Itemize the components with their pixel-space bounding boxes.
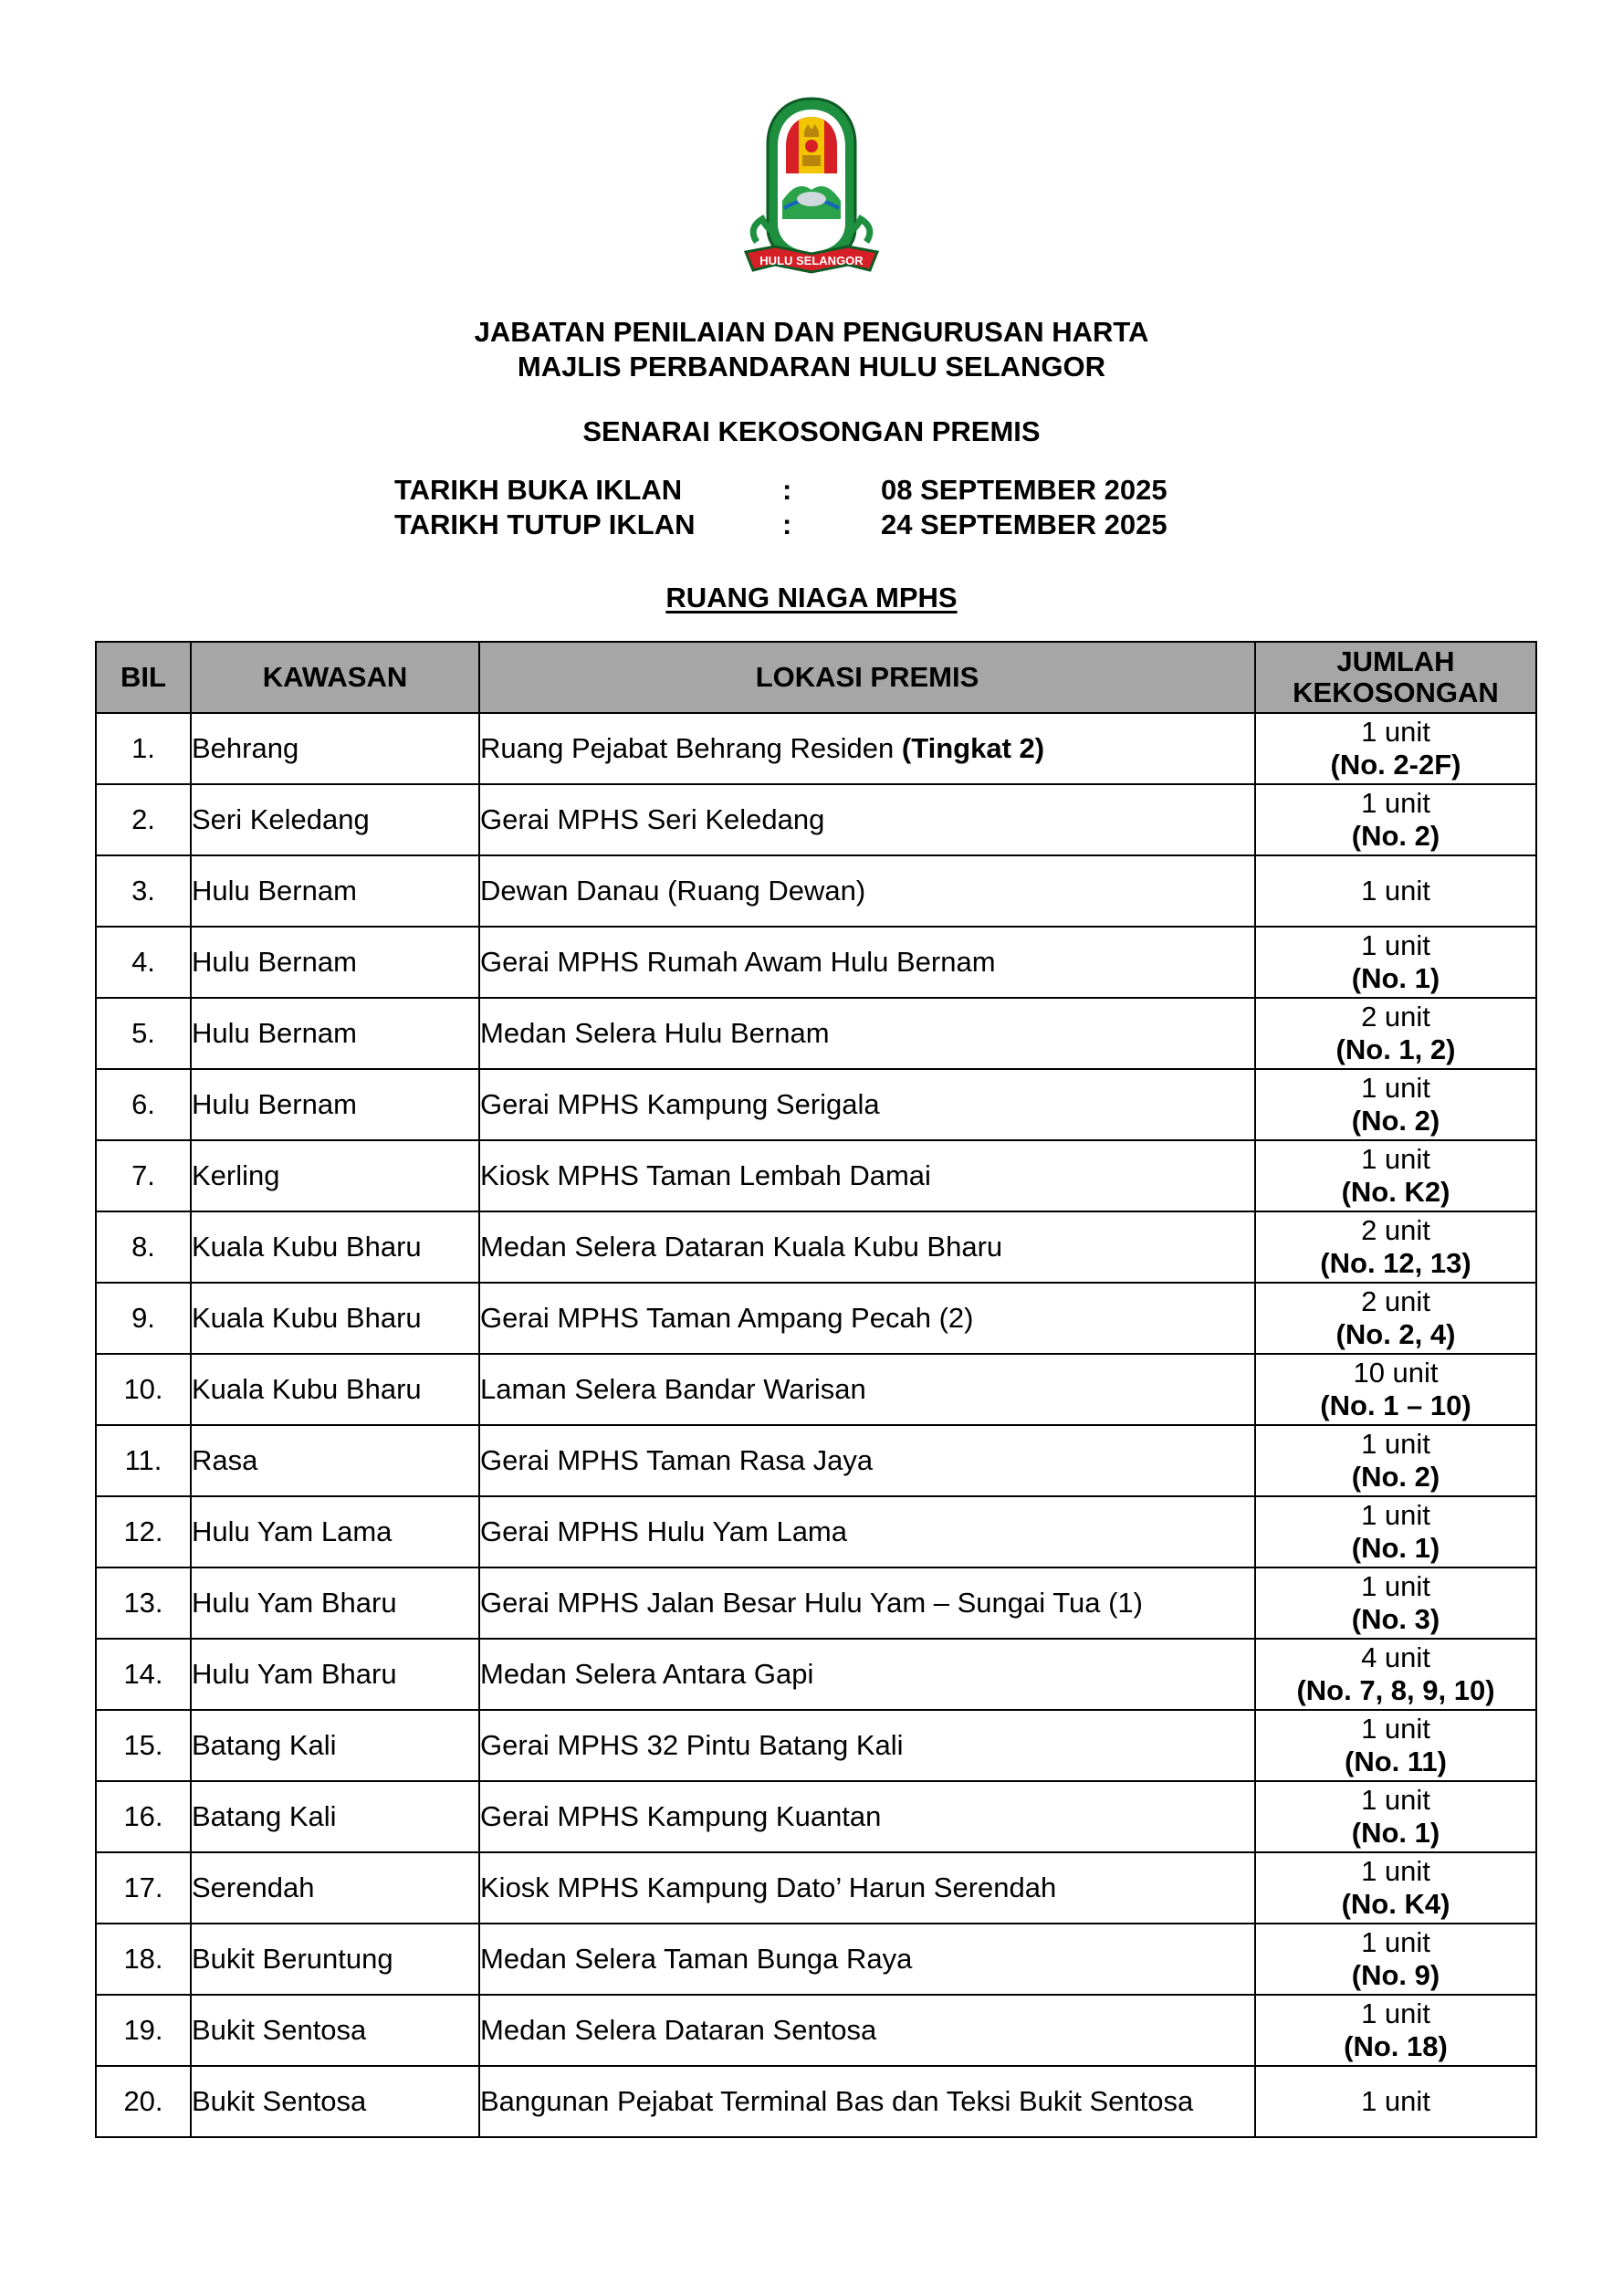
location-text: Gerai MPHS Jalan Besar Hulu Yam – Sungai Tua (1)	[480, 1587, 1143, 1619]
location-text: Gerai MPHS Rumah Awam Hulu Bernam	[480, 946, 996, 978]
cell-jumlah	[1255, 1354, 1536, 1425]
cell-bil: 12.	[96, 1496, 191, 1567]
location-text: Medan Selera Dataran Kuala Kubu Bharu	[480, 1231, 1003, 1263]
cell-jumlah	[1255, 998, 1536, 1069]
cell-jumlah	[1255, 1496, 1536, 1567]
cell-jumlah	[1255, 713, 1536, 784]
cell-kawasan: Kuala Kubu Bharu	[191, 1283, 479, 1354]
cell-jumlah	[1255, 1567, 1536, 1639]
cell-kawasan: Hulu Bernam	[191, 855, 479, 927]
cell-jumlah	[1255, 927, 1536, 998]
cell-kawasan: Behrang	[191, 713, 479, 784]
close-date-value: 24 SEPTEMBER 2025	[881, 508, 1168, 540]
vacancy-units: 1 unit	[1361, 1784, 1430, 1816]
cell-kawasan: Seri Keledang	[191, 784, 479, 855]
vacancy-numbers: (No. 11)	[1345, 1746, 1447, 1777]
location-text: Medan Selera Dataran Sentosa	[480, 2014, 877, 2046]
cell-lokasi	[479, 1069, 1255, 1140]
vacancy-units: 10 unit	[1353, 1357, 1439, 1389]
table-body	[96, 713, 1536, 2137]
vacancy-numbers: (No. K2)	[1341, 1176, 1450, 1208]
cell-jumlah	[1255, 1995, 1536, 2066]
document-subtitle: SENARAI KEKOSONGAN PREMIS	[582, 415, 1041, 447]
location-text: Gerai MPHS Hulu Yam Lama	[480, 1515, 848, 1547]
section-title	[0, 582, 1623, 614]
cell-bil: 11.	[96, 1425, 191, 1496]
cell-bil: 4.	[96, 927, 191, 998]
document-header	[0, 315, 1623, 384]
vacancy-units: 1 unit	[1361, 1926, 1430, 1958]
cell-lokasi	[479, 1283, 1255, 1354]
table-row	[96, 1069, 1536, 1140]
cell-bil: 13.	[96, 1567, 191, 1639]
vacancy-numbers: (No. 1)	[1351, 1817, 1440, 1849]
crest-emblem-icon	[720, 91, 903, 292]
vacancy-units: 1 unit	[1361, 875, 1430, 907]
cell-kawasan: Bukit Sentosa	[191, 1995, 479, 2066]
table-row	[96, 927, 1536, 998]
cell-lokasi	[479, 1354, 1255, 1425]
open-date-label: TARIKH BUKA IKLAN	[394, 474, 683, 506]
cell-lokasi	[479, 1211, 1255, 1283]
vacancy-numbers: (No. 1, 2)	[1335, 1033, 1456, 1065]
cell-kawasan: Hulu Yam Bharu	[191, 1639, 479, 1710]
cell-kawasan: Kuala Kubu Bharu	[191, 1211, 479, 1283]
cell-lokasi	[479, 1425, 1255, 1496]
cell-bil: 3.	[96, 855, 191, 927]
cell-jumlah	[1255, 1781, 1536, 1852]
table-row	[96, 1211, 1536, 1283]
cell-lokasi	[479, 1995, 1255, 2066]
location-text: Kiosk MPHS Kampung Dato’ Harun Serendah	[480, 1871, 1057, 1903]
vacancy-units: 1 unit	[1361, 929, 1430, 961]
cell-bil: 6.	[96, 1069, 191, 1140]
cell-bil: 7.	[96, 1140, 191, 1211]
location-floor: (Tingkat 2)	[901, 732, 1045, 764]
vacancy-units: 1 unit	[1361, 1499, 1430, 1531]
premises-table	[95, 641, 1537, 2138]
table-row	[96, 2066, 1536, 2137]
cell-kawasan: Kerling	[191, 1140, 479, 1211]
table-row	[96, 1567, 1536, 1639]
table-row	[96, 1496, 1536, 1567]
cell-bil: 19.	[96, 1995, 191, 2066]
table-row	[96, 1924, 1536, 1995]
header-council: MAJLIS PERBANDARAN HULU SELANGOR	[517, 351, 1106, 383]
vacancy-numbers: (No. 2)	[1351, 820, 1440, 852]
vacancy-units: 2 unit	[1361, 1001, 1430, 1033]
cell-lokasi	[479, 1639, 1255, 1710]
header-jumlah	[1255, 642, 1536, 713]
vacancy-numbers: (No. 1)	[1351, 1532, 1440, 1564]
cell-kawasan: Hulu Bernam	[191, 1069, 479, 1140]
location-text: Medan Selera Hulu Bernam	[480, 1017, 830, 1049]
vacancy-numbers: (No. 7, 8, 9, 10)	[1296, 1674, 1495, 1706]
cell-kawasan: Kuala Kubu Bharu	[191, 1354, 479, 1425]
close-date-row	[394, 508, 1168, 542]
location-text: Bangunan Pejabat Terminal Bas dan Teksi Bukit Sentosa	[480, 2085, 1194, 2117]
cell-kawasan: Serendah	[191, 1852, 479, 1924]
cell-jumlah	[1255, 784, 1536, 855]
cell-lokasi	[479, 1140, 1255, 1211]
close-date-separator: :	[782, 508, 792, 540]
location-text: Gerai MPHS Seri Keledang	[480, 803, 825, 835]
cell-jumlah	[1255, 1639, 1536, 1710]
table-row	[96, 1425, 1536, 1496]
cell-kawasan: Hulu Yam Lama	[191, 1496, 479, 1567]
cell-jumlah	[1255, 1140, 1536, 1211]
cell-jumlah	[1255, 855, 1536, 927]
cell-lokasi	[479, 1567, 1255, 1639]
header-jumlah-line2: KEKOSONGAN	[1293, 676, 1499, 708]
location-text: Laman Selera Bandar Warisan	[480, 1373, 866, 1405]
table-header-row	[96, 642, 1536, 713]
location-text: Gerai MPHS Taman Ampang Pecah (2)	[480, 1302, 974, 1334]
vacancy-units: 1 unit	[1361, 716, 1430, 748]
cell-lokasi	[479, 1924, 1255, 1995]
vacancy-numbers: (No. 2)	[1351, 1461, 1440, 1493]
table-row	[96, 713, 1536, 784]
cell-jumlah	[1255, 1069, 1536, 1140]
header-bil: BIL	[96, 642, 191, 713]
cell-bil: 10.	[96, 1354, 191, 1425]
vacancy-numbers: (No. 2)	[1351, 1105, 1440, 1137]
vacancy-units: 1 unit	[1361, 1072, 1430, 1104]
cell-lokasi	[479, 2066, 1255, 2137]
cell-jumlah	[1255, 1924, 1536, 1995]
table-row	[96, 998, 1536, 1069]
cell-lokasi	[479, 998, 1255, 1069]
cell-kawasan: Rasa	[191, 1425, 479, 1496]
cell-bil: 16.	[96, 1781, 191, 1852]
cell-bil: 2.	[96, 784, 191, 855]
section-title-text: RUANG NIAGA MPHS	[665, 582, 958, 613]
vacancy-units: 2 unit	[1361, 1214, 1430, 1246]
location-text: Kiosk MPHS Taman Lembah Damai	[480, 1159, 931, 1191]
cell-jumlah	[1255, 2066, 1536, 2137]
cell-jumlah	[1255, 1425, 1536, 1496]
table-row	[96, 1710, 1536, 1781]
cell-bil: 5.	[96, 998, 191, 1069]
header-lokasi: LOKASI PREMIS	[479, 642, 1255, 713]
cell-kawasan: Hulu Bernam	[191, 927, 479, 998]
vacancy-units: 1 unit	[1361, 1855, 1430, 1887]
cell-kawasan: Bukit Beruntung	[191, 1924, 479, 1995]
vacancy-numbers: (No. 12, 13)	[1320, 1247, 1471, 1279]
cell-lokasi	[479, 1781, 1255, 1852]
cell-bil: 15.	[96, 1710, 191, 1781]
vacancy-units: 1 unit	[1361, 1713, 1430, 1745]
vacancy-units: 2 unit	[1361, 1285, 1430, 1317]
close-date-label: TARIKH TUTUP IKLAN	[394, 508, 696, 540]
vacancy-units: 1 unit	[1361, 1997, 1430, 2029]
cell-bil: 14.	[96, 1639, 191, 1710]
vacancy-numbers: (No. K4)	[1341, 1888, 1450, 1920]
cell-lokasi	[479, 855, 1255, 927]
cell-lokasi	[479, 927, 1255, 998]
vacancy-units: 1 unit	[1361, 1570, 1430, 1602]
table-row	[96, 1995, 1536, 2066]
vacancy-units: 1 unit	[1361, 1428, 1430, 1460]
cell-bil: 17.	[96, 1852, 191, 1924]
location-text: Medan Selera Antara Gapi	[480, 1658, 814, 1690]
cell-kawasan: Batang Kali	[191, 1781, 479, 1852]
table-row	[96, 1283, 1536, 1354]
vacancy-numbers: (No. 2-2F)	[1330, 749, 1461, 781]
open-date-separator: :	[782, 474, 792, 506]
cell-jumlah	[1255, 1283, 1536, 1354]
cell-bil: 20.	[96, 2066, 191, 2137]
vacancy-numbers: (No. 1)	[1351, 962, 1440, 994]
mphs-crest-logo	[720, 91, 903, 292]
location-text: Gerai MPHS Kampung Kuantan	[480, 1800, 882, 1832]
vacancy-numbers: (No. 9)	[1351, 1959, 1440, 1991]
logo-ribbon-text: HULU SELANGOR	[759, 254, 864, 267]
cell-jumlah	[1255, 1852, 1536, 1924]
cell-bil: 8.	[96, 1211, 191, 1283]
table-row	[96, 1140, 1536, 1211]
vacancy-units: 4 unit	[1361, 1641, 1430, 1673]
header-jumlah-line1: JUMLAH	[1336, 645, 1455, 677]
cell-jumlah	[1255, 1710, 1536, 1781]
table-row	[96, 1639, 1536, 1710]
table-row	[96, 1852, 1536, 1924]
table-row	[96, 784, 1536, 855]
vacancy-numbers: (No. 3)	[1351, 1603, 1440, 1635]
location-text: Gerai MPHS 32 Pintu Batang Kali	[480, 1729, 904, 1761]
advert-dates	[394, 473, 1168, 542]
table-row	[96, 855, 1536, 927]
vacancy-numbers: (No. 18)	[1344, 2030, 1448, 2062]
cell-lokasi	[479, 1710, 1255, 1781]
location-text: Dewan Danau (Ruang Dewan)	[480, 875, 866, 907]
vacancy-units: 1 unit	[1361, 1143, 1430, 1175]
vacancy-numbers: (No. 1 – 10)	[1320, 1389, 1471, 1421]
open-date-row	[394, 473, 1168, 508]
cell-bil: 9.	[96, 1283, 191, 1354]
header-kawasan: KAWASAN	[191, 642, 479, 713]
table-row	[96, 1354, 1536, 1425]
table-row	[96, 1781, 1536, 1852]
cell-lokasi	[479, 1852, 1255, 1924]
cell-lokasi	[479, 713, 1255, 784]
vacancy-units: 1 unit	[1361, 787, 1430, 819]
cell-kawasan: Hulu Yam Bharu	[191, 1567, 479, 1639]
location-text: Gerai MPHS Taman Rasa Jaya	[480, 1444, 874, 1476]
location-text: Ruang Pejabat Behrang Residen	[480, 732, 895, 764]
cell-kawasan: Batang Kali	[191, 1710, 479, 1781]
header-department: JABATAN PENILAIAN DAN PENGURUSAN HARTA	[474, 316, 1149, 348]
cell-kawasan: Hulu Bernam	[191, 998, 479, 1069]
open-date-value: 08 SEPTEMBER 2025	[881, 474, 1168, 506]
location-text: Medan Selera Taman Bunga Raya	[480, 1943, 913, 1975]
cell-bil: 1.	[96, 713, 191, 784]
vacancy-units: 1 unit	[1361, 2085, 1430, 2117]
cell-lokasi	[479, 1496, 1255, 1567]
vacancy-numbers: (No. 2, 4)	[1335, 1318, 1456, 1350]
location-text: Gerai MPHS Kampung Serigala	[480, 1088, 880, 1120]
cell-lokasi	[479, 784, 1255, 855]
cell-kawasan: Bukit Sentosa	[191, 2066, 479, 2137]
cell-jumlah	[1255, 1211, 1536, 1283]
cell-bil: 18.	[96, 1924, 191, 1995]
